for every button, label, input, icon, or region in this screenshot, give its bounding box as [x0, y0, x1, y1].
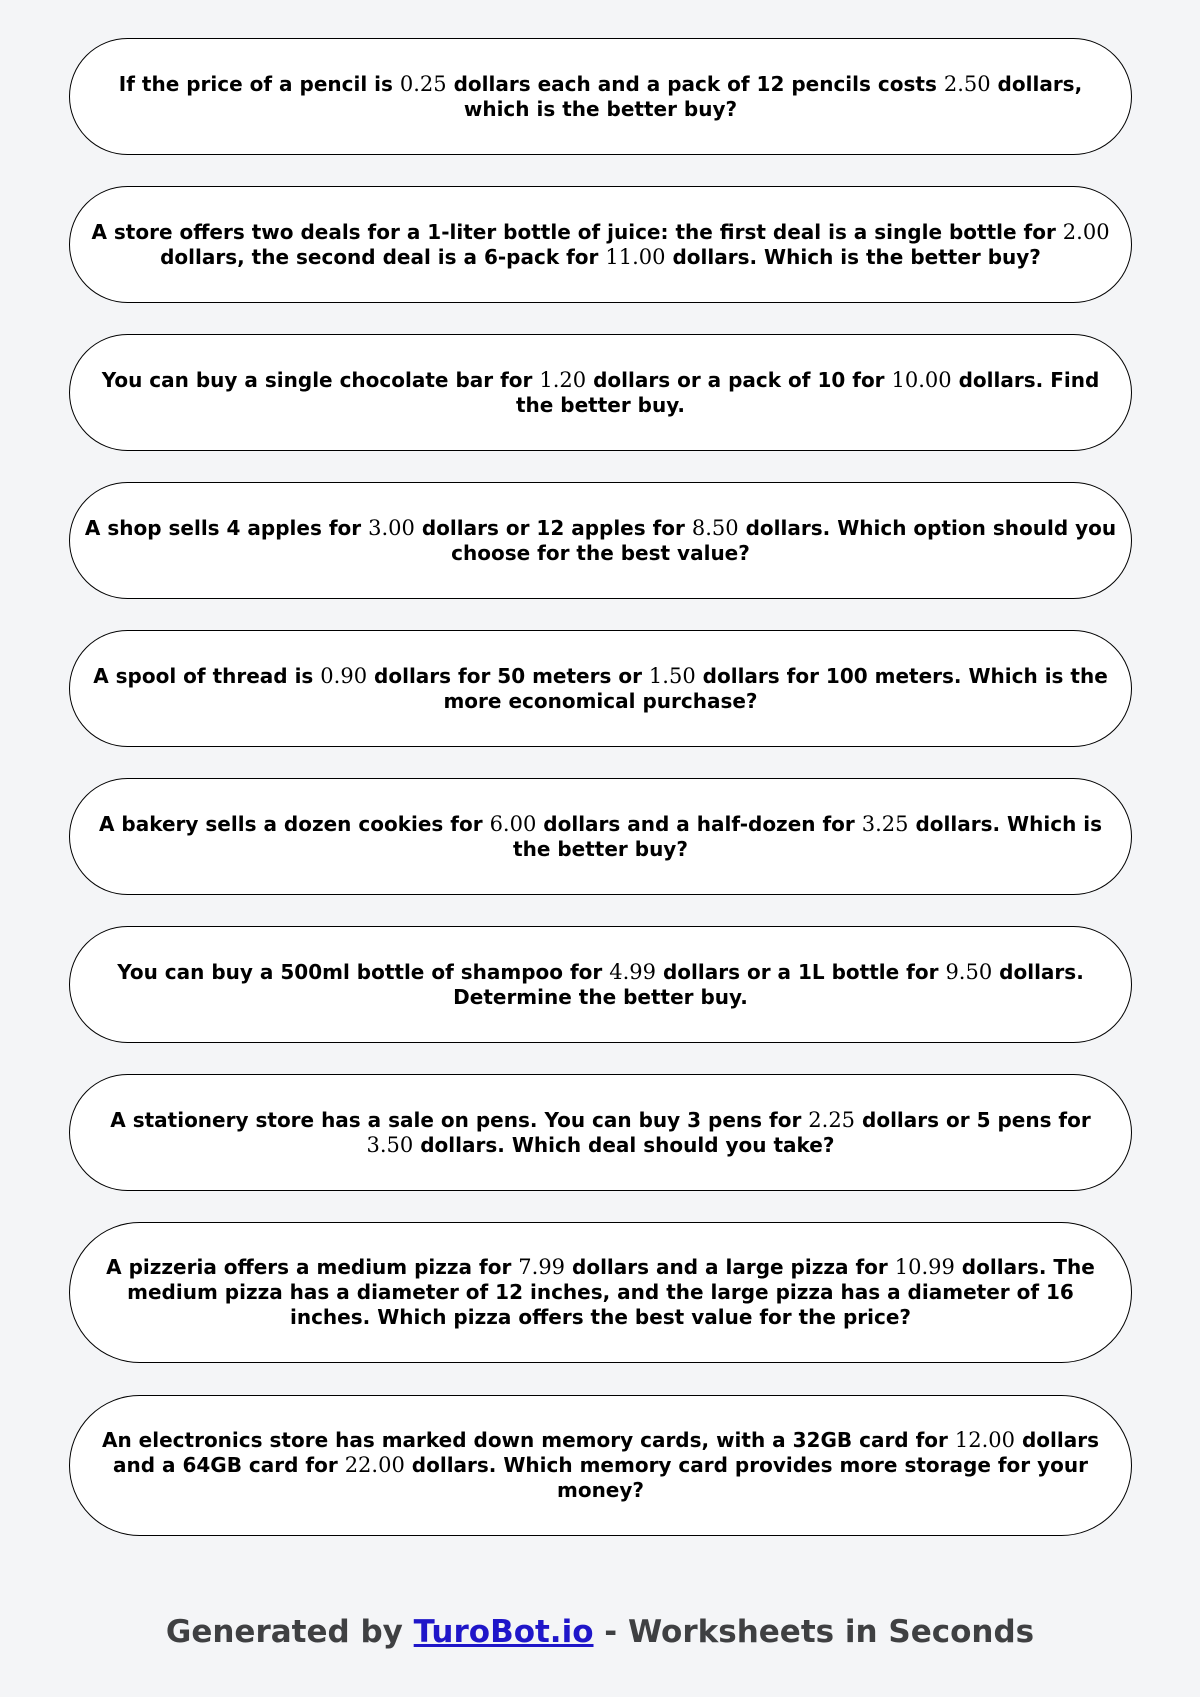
- problem-card: [69, 1395, 1132, 1536]
- footer-prefix: Generated by: [165, 1614, 414, 1650]
- problem-text-segment: dollars, which is the better buy?: [463, 71, 1083, 121]
- problem-text: [84, 220, 1117, 270]
- problem-text-segment: dollars. Which memory card provides more storage for your money?: [404, 1453, 1089, 1502]
- price-value: 3.00: [368, 515, 415, 540]
- price-value: 11.00: [605, 244, 666, 269]
- price-value: 2.25: [808, 1107, 856, 1132]
- problem-text-segment: You can buy a single chocolate bar for: [101, 367, 540, 392]
- problem-text-segment: A pizzeria offers a medium pizza for: [106, 1255, 519, 1279]
- problem-text-segment: dollars. Which deal should you take?: [413, 1132, 835, 1157]
- problem-text: [84, 960, 1117, 1010]
- problem-text-segment: dollars and a 64GB card for: [112, 1428, 1099, 1477]
- price-value: 1.50: [648, 663, 696, 688]
- price-value: 2.50: [943, 71, 991, 96]
- problem-text-segment: dollars or 12 apples for: [414, 515, 692, 540]
- problem-text-segment: You can buy a 500ml bottle of shampoo for: [117, 959, 610, 984]
- price-value: 0.90: [320, 663, 368, 688]
- price-value: 4.99: [609, 959, 656, 984]
- problem-card: [69, 630, 1132, 747]
- price-value: 3.25: [861, 811, 909, 836]
- problem-card: [69, 482, 1132, 599]
- price-value: 9.50: [945, 959, 993, 984]
- problem-text: [84, 1108, 1117, 1158]
- problem-text: [84, 1428, 1117, 1503]
- problem-text-segment: dollars and a large pizza for: [565, 1255, 895, 1279]
- price-value: 8.50: [691, 515, 739, 540]
- problem-text: [84, 1255, 1117, 1330]
- problem-text: [84, 72, 1117, 122]
- price-value: 22.00: [344, 1453, 405, 1477]
- problem-text-segment: dollars or a pack of 10 for: [586, 367, 892, 392]
- problem-text-segment: An electronics store has marked down memory cards, with a 32GB card for: [102, 1428, 955, 1452]
- footer-suffix: - Worksheets in Seconds: [593, 1614, 1035, 1650]
- problem-text: [84, 516, 1117, 566]
- problem-card: [69, 1074, 1132, 1191]
- problem-text-segment: dollars. Which option should you choose for the best value?: [451, 515, 1117, 565]
- problem-card: [69, 334, 1132, 451]
- price-value: 1.20: [539, 367, 587, 392]
- problem-text-segment: dollars. Determine the better buy.: [453, 959, 1084, 1009]
- problem-text-segment: dollars. Which is the better buy?: [665, 244, 1041, 269]
- problem-text-segment: A spool of thread is: [93, 663, 321, 688]
- problem-text: [84, 368, 1117, 418]
- problem-text-segment: dollars. The medium pizza has a diameter of 12 inches, and the large pizza has a diameter of 16 inches. Which pizza offers the best value for the price?: [127, 1255, 1095, 1329]
- price-value: 10.00: [891, 367, 952, 392]
- problem-card: [69, 1222, 1132, 1363]
- problem-text-segment: dollars each and a pack of 12 pencils costs: [446, 71, 944, 96]
- footer: [0, 1612, 1200, 1652]
- price-value: 2.00: [1062, 219, 1110, 244]
- problem-text-segment: A stationery store has a sale on pens. You can buy 3 pens for: [110, 1107, 809, 1132]
- problem-list: [69, 38, 1132, 1568]
- problem-text-segment: dollars. Find the better buy.: [515, 367, 1100, 417]
- problem-card: [69, 926, 1132, 1043]
- problem-text-segment: dollars and a half-dozen for: [536, 811, 862, 836]
- price-value: 6.00: [489, 811, 537, 836]
- price-value: 3.50: [366, 1132, 414, 1157]
- problem-text-segment: A bakery sells a dozen cookies for: [98, 811, 490, 836]
- problem-text-segment: dollars or a 1L bottle for: [656, 959, 946, 984]
- problem-text-segment: A store offers two deals for a 1-liter bottle of juice: the first deal is a single bottle for: [91, 219, 1063, 244]
- problem-card: [69, 778, 1132, 895]
- problem-text: [84, 664, 1117, 714]
- problem-text: [84, 812, 1117, 862]
- price-value: 0.25: [399, 71, 447, 96]
- problem-text-segment: dollars, the second deal is a 6-pack for: [160, 244, 606, 269]
- problem-text-segment: dollars or 5 pens for: [855, 1107, 1091, 1132]
- price-value: 12.00: [954, 1428, 1015, 1452]
- problem-text-segment: A shop sells 4 apples for: [84, 515, 369, 540]
- problem-text-segment: dollars. Which is the better buy?: [513, 811, 1103, 861]
- price-value: 7.99: [518, 1255, 566, 1279]
- problem-text-segment: dollars for 100 meters. Which is the more economical purchase?: [443, 663, 1108, 713]
- problem-text-segment: dollars for 50 meters or: [367, 663, 649, 688]
- problem-text-segment: If the price of a pencil is: [118, 71, 400, 96]
- turobot-link[interactable]: TuroBot.io: [413, 1614, 594, 1650]
- problem-card: [69, 38, 1132, 155]
- problem-card: [69, 186, 1132, 303]
- price-value: 10.99: [894, 1255, 955, 1279]
